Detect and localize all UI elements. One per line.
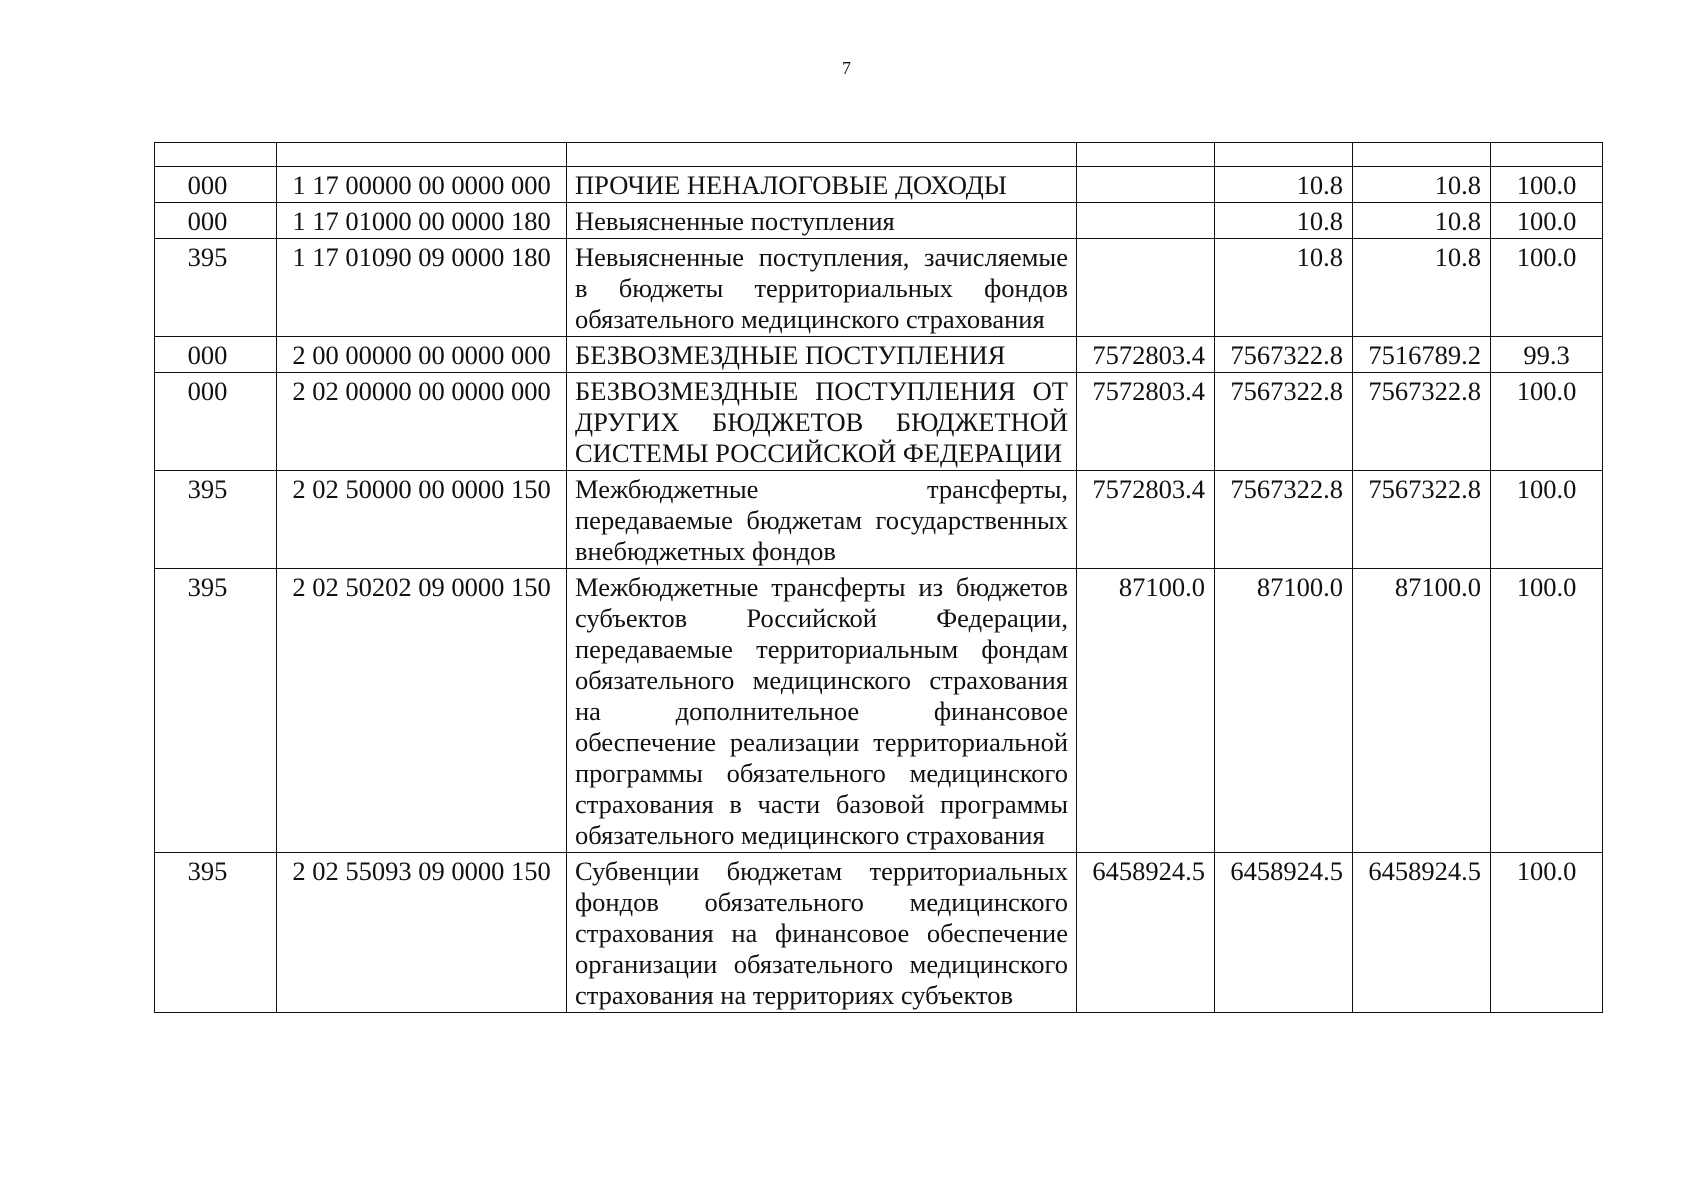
header-cell [277, 143, 567, 167]
admin-code-cell: 395 [155, 569, 277, 853]
executed-amount-cell: 7567322.8 [1353, 373, 1491, 471]
planned-amount-cell [1077, 239, 1215, 337]
header-cell [567, 143, 1077, 167]
revenue-name-cell: Невыясненные поступления, зачисляемые в бюджеты территориальных фондов обязательного медицинского страхования [567, 239, 1077, 337]
header-cell [1353, 143, 1491, 167]
header-cell [155, 143, 277, 167]
header-cell [1491, 143, 1603, 167]
table-row [155, 239, 1603, 337]
header-row [155, 143, 1603, 167]
budget-classification-code-cell: 2 02 00000 00 0000 000 [277, 373, 567, 471]
revenue-name-cell: Межбюджетные трансферты, передаваемые бюджетам государственных внебюджетных фондов [567, 471, 1077, 569]
revenue-name-cell: БЕЗВОЗМЕЗДНЫЕ ПОСТУПЛЕНИЯ ОТ ДРУГИХ БЮДЖЕТОВ БЮДЖЕТНОЙ СИСТЕМЫ РОССИЙСКОЙ ФЕДЕРАЦИИ [567, 373, 1077, 471]
planned-amount-cell: 7572803.4 [1077, 373, 1215, 471]
page-number: 7 [842, 58, 851, 78]
revenue-name-cell: ПРОЧИЕ НЕНАЛОГОВЫЕ ДОХОДЫ [567, 167, 1077, 203]
execution-percent-cell: 100.0 [1491, 239, 1603, 337]
budget-classification-code-cell: 2 00 00000 00 0000 000 [277, 337, 567, 373]
revenue-name-cell: Невыясненные поступления [567, 203, 1077, 239]
table-row [155, 569, 1603, 853]
execution-percent-cell: 100.0 [1491, 853, 1603, 1013]
execution-percent-cell: 100.0 [1491, 203, 1603, 239]
budget-classification-code-cell: 2 02 50202 09 0000 150 [277, 569, 567, 853]
execution-percent-cell: 100.0 [1491, 167, 1603, 203]
executed-amount-cell: 87100.0 [1353, 569, 1491, 853]
execution-percent-cell: 100.0 [1491, 471, 1603, 569]
table-row [155, 167, 1603, 203]
approved-amount-cell: 10.8 [1215, 239, 1353, 337]
table-row [155, 373, 1603, 471]
approved-amount-cell: 10.8 [1215, 167, 1353, 203]
header-cell [1077, 143, 1215, 167]
table-row [155, 337, 1603, 373]
admin-code-cell: 000 [155, 167, 277, 203]
execution-percent-cell: 100.0 [1491, 373, 1603, 471]
approved-amount-cell: 6458924.5 [1215, 853, 1353, 1013]
approved-amount-cell: 7567322.8 [1215, 373, 1353, 471]
header-cell [1215, 143, 1353, 167]
table-row [155, 853, 1603, 1013]
admin-code-cell: 000 [155, 203, 277, 239]
executed-amount-cell: 7567322.8 [1353, 471, 1491, 569]
planned-amount-cell [1077, 167, 1215, 203]
planned-amount-cell [1077, 203, 1215, 239]
approved-amount-cell: 10.8 [1215, 203, 1353, 239]
budget-classification-code-cell: 2 02 55093 09 0000 150 [277, 853, 567, 1013]
planned-amount-cell: 7572803.4 [1077, 471, 1215, 569]
executed-amount-cell: 10.8 [1353, 203, 1491, 239]
planned-amount-cell: 87100.0 [1077, 569, 1215, 853]
budget-classification-code-cell: 2 02 50000 00 0000 150 [277, 471, 567, 569]
budget-classification-code-cell: 1 17 01090 09 0000 180 [277, 239, 567, 337]
admin-code-cell: 395 [155, 239, 277, 337]
budget-classification-code-cell: 1 17 00000 00 0000 000 [277, 167, 567, 203]
admin-code-cell: 395 [155, 471, 277, 569]
table-row [155, 471, 1603, 569]
executed-amount-cell: 10.8 [1353, 167, 1491, 203]
planned-amount-cell: 7572803.4 [1077, 337, 1215, 373]
planned-amount-cell: 6458924.5 [1077, 853, 1215, 1013]
executed-amount-cell: 10.8 [1353, 239, 1491, 337]
admin-code-cell: 395 [155, 853, 277, 1013]
admin-code-cell: 000 [155, 373, 277, 471]
revenue-name-cell: БЕЗВОЗМЕЗДНЫЕ ПОСТУПЛЕНИЯ [567, 337, 1077, 373]
execution-percent-cell: 100.0 [1491, 569, 1603, 853]
executed-amount-cell: 7516789.2 [1353, 337, 1491, 373]
table-body [155, 143, 1603, 1013]
execution-percent-cell: 99.3 [1491, 337, 1603, 373]
budget-revenue-table [154, 142, 1603, 1013]
admin-code-cell: 000 [155, 337, 277, 373]
table-row [155, 203, 1603, 239]
approved-amount-cell: 87100.0 [1215, 569, 1353, 853]
approved-amount-cell: 7567322.8 [1215, 337, 1353, 373]
executed-amount-cell: 6458924.5 [1353, 853, 1491, 1013]
revenue-name-cell: Субвенции бюджетам территориальных фондов обязательного медицинского страхования на финансовое обеспечение организации обязательного медицинского страхования на территориях субъектов [567, 853, 1077, 1013]
budget-classification-code-cell: 1 17 01000 00 0000 180 [277, 203, 567, 239]
approved-amount-cell: 7567322.8 [1215, 471, 1353, 569]
revenue-name-cell: Межбюджетные трансферты из бюджетов субъектов Российской Федерации, передаваемые территориальным фондам обязательного медицинского страхования на дополнительное финансовое обеспечение реализации территориальной программы обязательного медицинского страхования в части базовой программы обязательного медицинского страхования [567, 569, 1077, 853]
